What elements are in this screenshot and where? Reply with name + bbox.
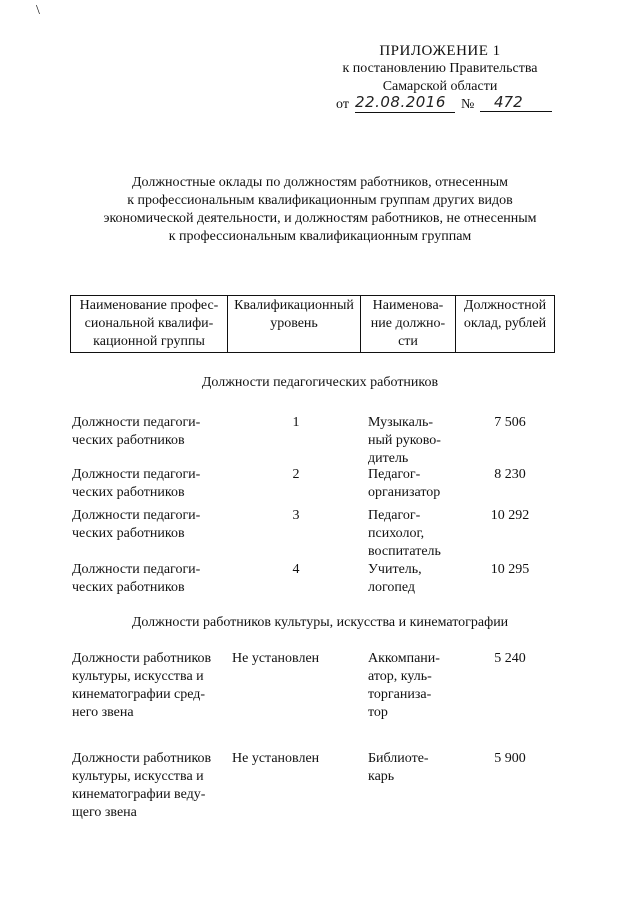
- cell-line: Должности педагоги-: [72, 415, 201, 430]
- header-text: ние должно-: [370, 316, 446, 331]
- section-title-culture: Должности работников культуры, искусства и кинематографии: [131, 615, 509, 630]
- cell-line: ный руково-: [368, 433, 441, 448]
- section-title-pedagogical: Должности педагогических работников: [201, 375, 439, 390]
- title-line: Должностные оклады по должностям работников, отнесенным: [131, 175, 508, 190]
- position-cell: [368, 466, 456, 502]
- position-cell: [368, 650, 456, 722]
- table-header: [70, 295, 555, 353]
- cell-line: Должности педагоги-: [72, 467, 201, 482]
- header-text: Наименование профес-: [79, 298, 219, 313]
- title-line: к профессиональным квалификационным группам других видов: [127, 193, 513, 208]
- position-cell: [368, 507, 456, 561]
- position-cell: [368, 414, 456, 468]
- title-line: экономической деятельности, и должностям работников, не отнесенным: [103, 211, 537, 226]
- salary-cell: 7 506: [494, 415, 526, 430]
- cell-line: Библиоте-: [368, 751, 429, 766]
- group-cell: [72, 507, 228, 543]
- cell-line: культуры, искусства и: [72, 669, 204, 684]
- cell-line: дитель: [368, 451, 409, 466]
- salary-cell: 10 292: [490, 508, 530, 523]
- level-cell: Не установлен: [232, 651, 320, 666]
- header-qualification-group: [71, 296, 228, 353]
- level-cell: 4: [292, 562, 300, 577]
- corner-mark: \: [36, 3, 40, 18]
- appendix-block: [300, 42, 580, 116]
- cell-line: воспитатель: [368, 544, 441, 559]
- cell-line: него звена: [72, 705, 134, 720]
- group-cell: [72, 414, 228, 450]
- cell-line: карь: [368, 769, 395, 784]
- level-cell: 1: [292, 415, 300, 430]
- position-cell: [368, 750, 456, 786]
- cell-line: организатор: [368, 485, 441, 500]
- header-salary: [456, 296, 555, 353]
- cell-line: ческих работников: [72, 526, 185, 541]
- cell-line: Должности педагоги-: [72, 562, 201, 577]
- handwritten-number: 472: [480, 93, 552, 112]
- salary-cell: 8 230: [494, 467, 526, 482]
- cell-line: культуры, искусства и: [72, 769, 204, 784]
- appendix-line-3: Самарской области: [382, 79, 498, 94]
- date-prefix: от: [336, 97, 349, 112]
- cell-line: ческих работников: [72, 433, 185, 448]
- cell-line: логопед: [368, 580, 416, 595]
- cell-line: Должности работников: [72, 751, 212, 766]
- header-position-name: [361, 296, 456, 353]
- level-cell: Не установлен: [232, 751, 320, 766]
- header-text: Наименова-: [372, 298, 444, 313]
- cell-line: Должности работников: [72, 651, 212, 666]
- header-text: Должностной: [463, 298, 547, 313]
- header-text: уровень: [270, 316, 318, 331]
- cell-line: Аккомпани-: [368, 651, 440, 666]
- appendix-line-2: к постановлению Правительства: [342, 61, 538, 76]
- cell-line: щего звена: [72, 805, 137, 820]
- cell-line: Музыкаль-: [368, 415, 433, 430]
- position-cell: [368, 561, 456, 597]
- salary-cell: 5 240: [494, 651, 526, 666]
- cell-line: тор: [368, 705, 388, 720]
- header-text: оклад, рублей: [463, 316, 547, 331]
- cell-line: атор, куль-: [368, 669, 432, 684]
- level-cell: 2: [292, 467, 300, 482]
- appendix-title: ПРИЛОЖЕНИЕ 1: [379, 43, 501, 59]
- document-title: [60, 174, 580, 246]
- level-cell: 3: [292, 508, 300, 523]
- header-text: сти: [398, 334, 418, 349]
- signature-line: [300, 93, 580, 116]
- salary-cell: 5 900: [494, 751, 526, 766]
- cell-line: Педагог-: [368, 467, 421, 482]
- number-prefix: №: [461, 97, 475, 112]
- cell-line: Педагог-: [368, 508, 421, 523]
- cell-line: кинематографии сред-: [72, 687, 206, 702]
- header-text: сиональной квалифи-: [84, 316, 214, 331]
- handwritten-date: 22.08.2016: [355, 93, 455, 113]
- group-cell: [72, 650, 228, 722]
- cell-line: ческих работников: [72, 580, 185, 595]
- cell-line: кинематографии веду-: [72, 787, 206, 802]
- header-qualification-level: [228, 296, 361, 353]
- cell-line: ческих работников: [72, 485, 185, 500]
- group-cell: [72, 466, 228, 502]
- header-text: кационной группы: [93, 334, 205, 349]
- group-cell: [72, 561, 228, 597]
- salary-cell: 10 295: [490, 562, 530, 577]
- cell-line: торганиза-: [368, 687, 432, 702]
- cell-line: Должности педагоги-: [72, 508, 201, 523]
- cell-line: Учитель,: [368, 562, 422, 577]
- title-line: к профессиональным квалификационным группам: [168, 229, 472, 244]
- header-text: Квалификационный: [234, 298, 354, 313]
- group-cell: [72, 750, 228, 822]
- cell-line: психолог,: [368, 526, 425, 541]
